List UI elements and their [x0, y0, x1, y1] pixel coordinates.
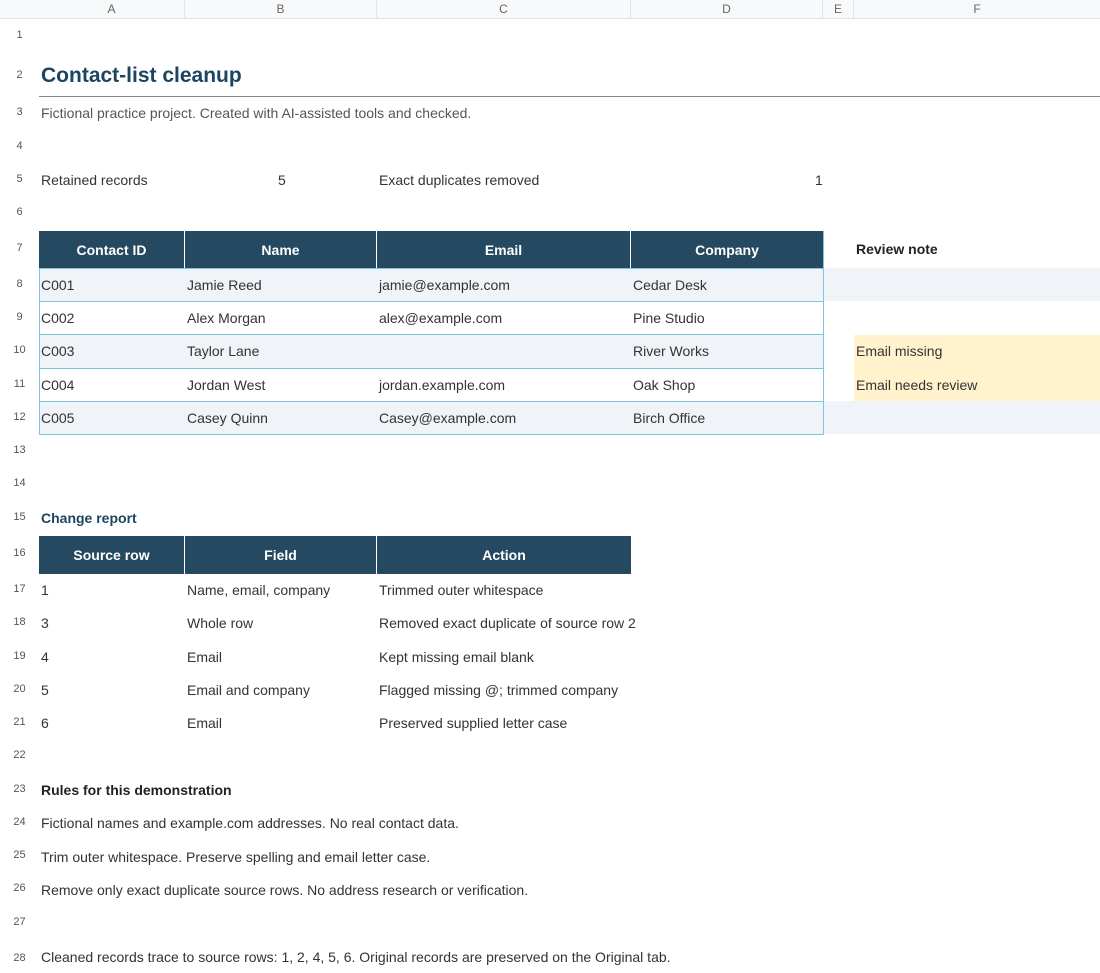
row-header[interactable]: 19: [13, 650, 26, 662]
rule-item[interactable]: Fictional names and example.com addresses. No real contact data.: [41, 815, 459, 831]
column-header-bar: [0, 0, 1100, 19]
row-header[interactable]: 14: [13, 477, 26, 489]
trace-footer-note[interactable]: Cleaned records trace to source rows: 1, 2, 4, 5, 6. Original records are preserved on the Original tab.: [41, 949, 671, 965]
row-header[interactable]: 17: [13, 583, 26, 595]
cell-company[interactable]: Oak Shop: [633, 377, 696, 393]
cell-email[interactable]: jordan.example.com: [379, 377, 506, 393]
row-header[interactable]: 6: [16, 206, 23, 218]
row-header[interactable]: 27: [13, 916, 26, 928]
duplicates-removed-value[interactable]: 1: [815, 172, 823, 188]
row-header[interactable]: 9: [16, 311, 23, 323]
cell-contact-id[interactable]: C004: [41, 377, 75, 393]
cell-name[interactable]: Jamie Reed: [187, 277, 262, 293]
row-header[interactable]: 15: [13, 511, 26, 523]
cell-company[interactable]: Birch Office: [633, 410, 706, 426]
row-header[interactable]: 16: [13, 547, 26, 559]
cell-contact-id[interactable]: C003: [41, 343, 75, 359]
cell-email[interactable]: [377, 335, 379, 368]
cell-email[interactable]: jamie@example.com: [379, 277, 510, 293]
cell-email[interactable]: Casey@example.com: [379, 410, 517, 426]
row-header[interactable]: 26: [13, 882, 26, 894]
row-header[interactable]: 3: [16, 106, 23, 118]
column-header-b[interactable]: B: [185, 0, 377, 19]
cell-review-note[interactable]: Email needs review: [856, 377, 978, 393]
cell-name[interactable]: Taylor Lane: [187, 343, 260, 359]
cell-source-row[interactable]: 1: [41, 582, 49, 598]
row-header[interactable]: 22: [13, 749, 26, 761]
cell-company[interactable]: Cedar Desk: [633, 277, 707, 293]
row-header[interactable]: 20: [13, 683, 26, 695]
cell-email[interactable]: alex@example.com: [379, 310, 503, 326]
cell-action[interactable]: Flagged missing @; trimmed company: [379, 682, 619, 698]
rule-item[interactable]: Trim outer whitespace. Preserve spelling and email letter case.: [41, 849, 431, 865]
cell-field[interactable]: Whole row: [187, 615, 254, 631]
rules-title[interactable]: Rules for this demonstration: [41, 782, 232, 798]
cell-source-row[interactable]: 4: [41, 649, 49, 665]
cell-company[interactable]: River Works: [633, 343, 709, 359]
cell-field[interactable]: Email: [187, 715, 223, 731]
row-header[interactable]: 11: [13, 378, 26, 390]
cell-name[interactable]: Jordan West: [187, 377, 266, 393]
row-header[interactable]: 25: [13, 849, 26, 861]
cell-name[interactable]: Casey Quinn: [187, 410, 268, 426]
cell-action[interactable]: Preserved supplied letter case: [379, 715, 568, 731]
cell-review-note[interactable]: Email missing: [856, 343, 943, 359]
row-header[interactable]: 28: [13, 952, 26, 964]
rule-item[interactable]: Remove only exact duplicate source rows. No address research or verification.: [41, 882, 529, 898]
header-company[interactable]: Company: [631, 231, 823, 269]
cell-action[interactable]: Kept missing email blank: [379, 649, 534, 665]
column-header-f[interactable]: F: [973, 2, 981, 16]
header-field[interactable]: Field: [185, 536, 377, 574]
row-header[interactable]: 23: [13, 783, 26, 795]
cell-contact-id[interactable]: C001: [41, 277, 75, 293]
header-contact-id[interactable]: Contact ID: [39, 231, 185, 269]
row-header[interactable]: 5: [16, 173, 23, 185]
row-header[interactable]: 12: [13, 411, 26, 423]
table-border-right: [823, 231, 824, 435]
change-report-title[interactable]: Change report: [41, 510, 137, 526]
row-header[interactable]: 10: [13, 344, 26, 356]
row-header[interactable]: 1: [16, 29, 23, 41]
retained-records-label[interactable]: Retained records: [41, 172, 148, 188]
header-source-row[interactable]: Source row: [39, 536, 185, 574]
header-email[interactable]: Email: [377, 231, 631, 269]
cell-source-row[interactable]: 5: [41, 682, 49, 698]
row-header[interactable]: 13: [13, 444, 26, 456]
cell-company[interactable]: Pine Studio: [633, 310, 705, 326]
retained-records-value[interactable]: 5: [278, 172, 286, 188]
row-header[interactable]: 24: [13, 816, 26, 828]
cell-review-note[interactable]: [854, 402, 856, 435]
row-header[interactable]: 18: [13, 616, 26, 628]
cell-review-note[interactable]: [854, 302, 856, 335]
cell-action[interactable]: Removed exact duplicate of source row 2: [379, 615, 636, 631]
duplicates-removed-label[interactable]: Exact duplicates removed: [379, 172, 540, 188]
cell-review-note[interactable]: [854, 269, 856, 302]
cell-field[interactable]: Email: [187, 649, 223, 665]
cell-field[interactable]: Name, email, company: [187, 582, 331, 598]
header-action[interactable]: Action: [377, 536, 631, 574]
cell-contact-id[interactable]: C002: [41, 310, 75, 326]
column-header-e[interactable]: E: [823, 0, 854, 19]
header-name[interactable]: Name: [185, 231, 377, 269]
row-header-bar: [0, 19, 39, 973]
row-header[interactable]: 21: [13, 716, 26, 728]
sheet-subtitle[interactable]: Fictional practice project. Created with AI-assisted tools and checked.: [41, 105, 472, 121]
column-header-a[interactable]: A: [39, 0, 185, 19]
cell-field[interactable]: Email and company: [187, 682, 310, 698]
cell-contact-id[interactable]: C005: [41, 410, 75, 426]
column-header-c[interactable]: C: [377, 0, 631, 19]
cell-action[interactable]: Trimmed outer whitespace: [379, 582, 544, 598]
cell-name[interactable]: Alex Morgan: [187, 310, 266, 326]
sheet-title[interactable]: Contact-list cleanup: [41, 64, 242, 87]
row-header[interactable]: 7: [16, 242, 23, 254]
row-header[interactable]: 2: [16, 69, 23, 81]
row-header[interactable]: 4: [16, 140, 23, 152]
header-review-note[interactable]: Review note: [856, 241, 938, 257]
cell-source-row[interactable]: 3: [41, 615, 49, 631]
cell-source-row[interactable]: 6: [41, 715, 49, 731]
column-header-d[interactable]: D: [631, 0, 823, 19]
row-header[interactable]: 8: [16, 278, 23, 290]
